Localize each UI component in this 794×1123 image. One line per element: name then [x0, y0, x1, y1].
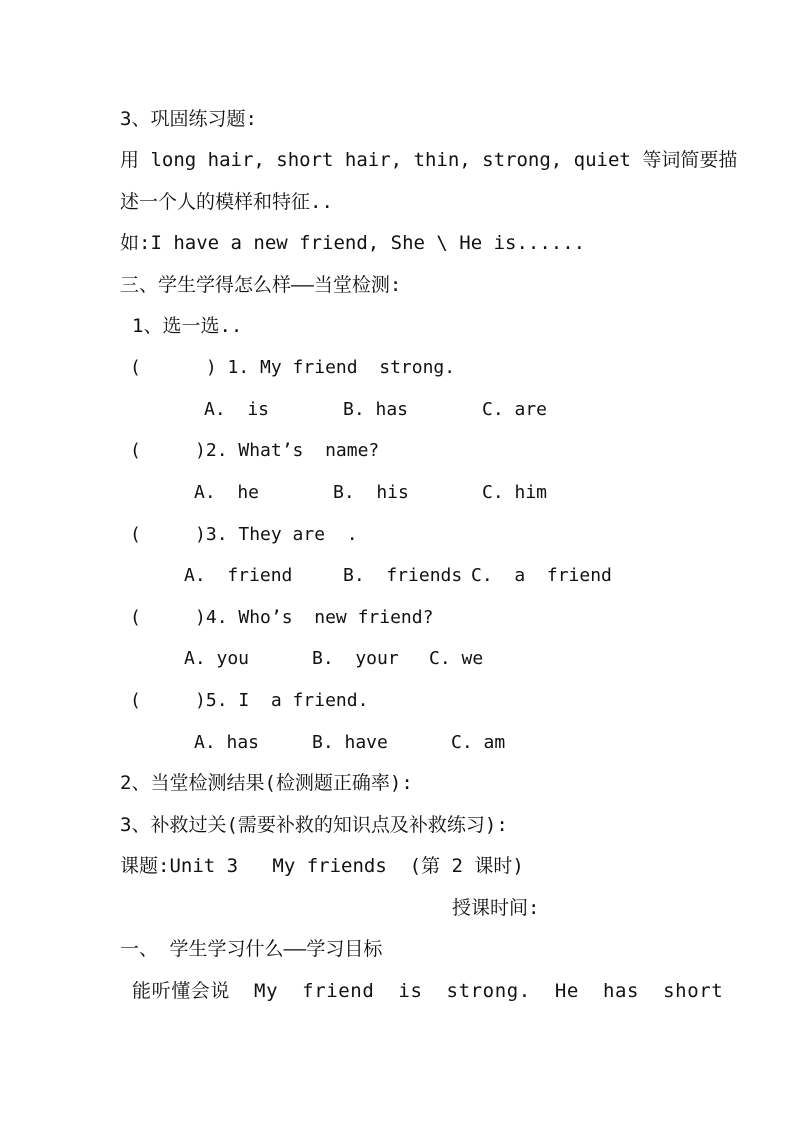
objective-line: 能听懂会说 My friend is strong. He has short — [132, 980, 724, 1002]
lesson-title: 课题:Unit 3 My friends (第 2 课时) — [120, 855, 524, 877]
teaching-time: 授课时间: — [452, 897, 540, 919]
question-4: ( )4. Who’s new friend? — [130, 607, 434, 628]
task-line-2: 述一个人的模样和特征.. — [120, 191, 333, 213]
question-5-option-a: A. has — [194, 732, 260, 753]
part1-title: 一、 学生学习什么——学习目标 — [120, 938, 383, 960]
question-1: ( ) 1. My friend strong. — [130, 357, 456, 378]
remedy-line: 3、补救过关(需要补救的知识点及补救练习): — [120, 814, 508, 836]
question-2-option-b: B. his — [333, 482, 409, 503]
question-3-option-c: C. a friend — [471, 565, 612, 586]
question-3-option-b: B. friends — [343, 565, 463, 586]
example-line: 如:I have a new friend, She \ He is...... — [120, 232, 586, 254]
choose-title: 1、选一选.. — [132, 315, 243, 337]
question-3: ( )3. They are . — [130, 524, 358, 545]
question-1-option-a: A. is — [204, 399, 270, 420]
question-1-option-b: B. has — [343, 399, 409, 420]
question-2-option-a: A. he — [194, 482, 260, 503]
result-line: 2、当堂检测结果(检测题正确率): — [120, 772, 413, 794]
question-4-option-c: C. we — [429, 648, 484, 669]
question-5-option-c: C. am — [451, 732, 506, 753]
question-3-option-a: A. friend — [184, 565, 293, 586]
section3-title: 3、巩固练习题: — [120, 108, 257, 130]
part3-title: 三、学生学得怎么样——当堂检测: — [120, 274, 402, 296]
question-5: ( )5. I a friend. — [130, 690, 369, 711]
task-line-1: 用 long hair, short hair, thin, strong, quiet 等词简要描 — [120, 149, 738, 171]
question-1-option-c: C. are — [482, 399, 548, 420]
question-2-option-c: C. him — [482, 482, 548, 503]
question-4-option-b: B. your — [312, 648, 399, 669]
question-4-option-a: A. you — [184, 648, 250, 669]
question-2: ( )2. What’s name? — [130, 440, 380, 461]
question-5-option-b: B. have — [312, 732, 388, 753]
